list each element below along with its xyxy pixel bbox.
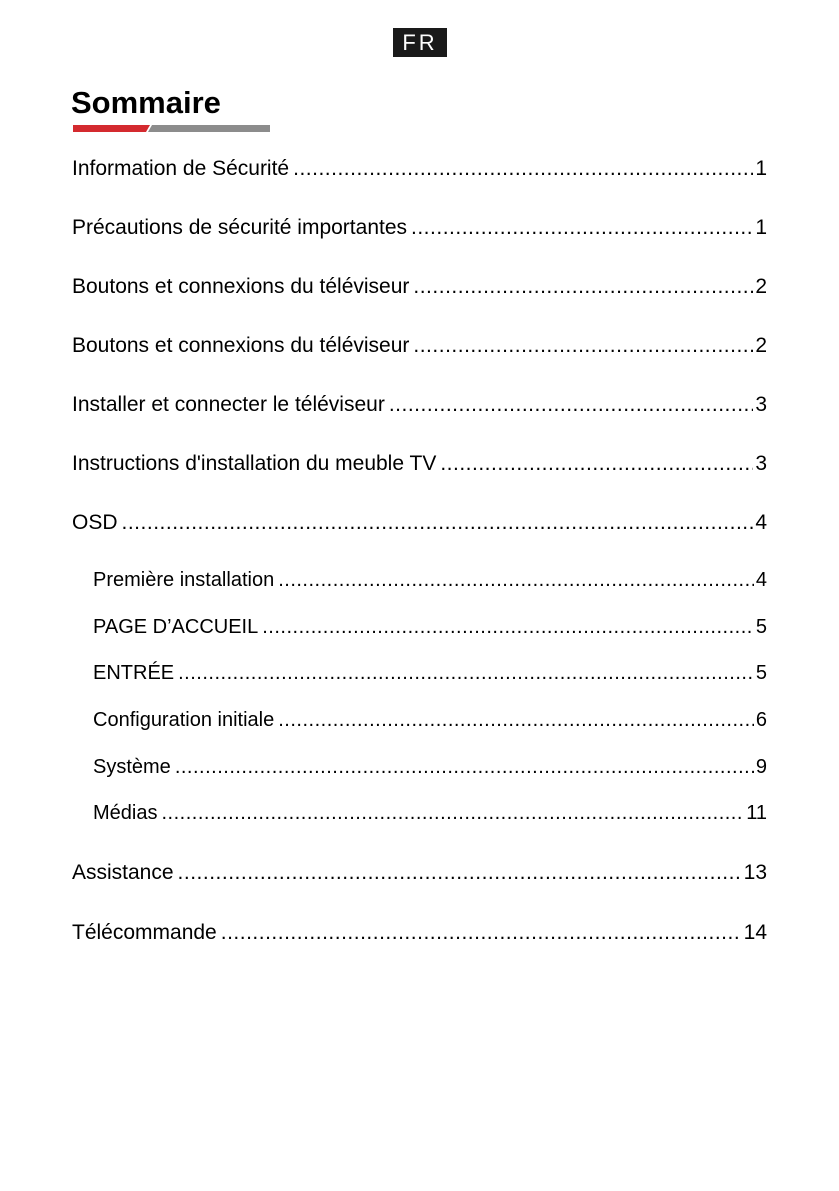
- toc-dot-leader: [178, 861, 742, 885]
- toc-entry-page: 3: [755, 452, 767, 475]
- toc-subentry-systeme[interactable]: [93, 756, 767, 779]
- toc-entry-page: 2: [755, 334, 767, 357]
- toc-entry-label: Installer et connecter le téléviseur: [72, 393, 385, 416]
- toc-dot-leader: [178, 662, 754, 685]
- toc-entry-page: 2: [755, 275, 767, 298]
- toc-dot-leader: [413, 334, 753, 358]
- toc-subentry-configuration-initiale[interactable]: [93, 709, 767, 732]
- toc-entry-assistance[interactable]: [72, 861, 767, 885]
- toc-dot-leader: [440, 452, 753, 476]
- toc-entry-label: Première installation: [93, 569, 275, 591]
- toc-dot-leader: [175, 756, 754, 779]
- toc-entry-page: 5: [755, 662, 767, 684]
- toc-entry-label: Précautions de sécurité importantes: [72, 216, 408, 239]
- toc-dot-leader: [262, 616, 754, 639]
- toc-entry-page: 13: [743, 861, 767, 884]
- toc-entry-page: 1: [755, 216, 767, 239]
- toc-entry-page: 14: [743, 921, 767, 944]
- toc-entry-label: Information de Sécurité: [72, 157, 290, 180]
- toc-dot-leader: [221, 921, 742, 945]
- toc-entry-label: Médias: [93, 802, 158, 824]
- toc-entry-page: 3: [755, 393, 767, 416]
- toc-subentry-premiere-installation[interactable]: [93, 569, 767, 592]
- toc-entry-information-securite[interactable]: [72, 157, 767, 181]
- toc-entry-boutons-connexions[interactable]: [72, 275, 767, 299]
- toc-entry-page: 9: [755, 756, 767, 778]
- toc-entry-page: 11: [746, 802, 767, 824]
- toc-dot-leader: [278, 709, 754, 732]
- toc-entry-page: 5: [755, 616, 767, 638]
- toc-subentry-medias[interactable]: [93, 802, 767, 825]
- toc-entry-installer-connecter[interactable]: [72, 393, 767, 417]
- toc-entry-boutons-connexions-2[interactable]: [72, 334, 767, 358]
- toc-entry-page: 1: [755, 157, 767, 180]
- toc-dot-leader: [411, 216, 753, 240]
- toc-entry-osd[interactable]: [72, 511, 767, 535]
- toc-subentry-entree[interactable]: [93, 662, 767, 685]
- toc-entry-page: 4: [755, 569, 767, 591]
- toc-dot-leader: [293, 157, 753, 181]
- language-badge: FR: [393, 28, 447, 57]
- toc-entry-label: Boutons et connexions du téléviseur: [72, 334, 410, 357]
- page-title: Sommaire: [71, 85, 221, 120]
- toc-entry-label: OSD: [72, 511, 118, 534]
- toc-dot-leader: [161, 802, 744, 825]
- toc-entry-label: Assistance: [72, 861, 174, 884]
- toc-entry-label: ENTRÉE: [93, 662, 175, 684]
- toc-entry-label: Boutons et connexions du téléviseur: [72, 275, 410, 298]
- toc-entry-label: PAGE D’ACCUEIL: [93, 616, 259, 638]
- toc-entry-label: Instructions d'installation du meuble TV: [72, 452, 437, 475]
- toc-dot-leader: [122, 511, 754, 535]
- toc-entry-label: Télécommande: [72, 921, 217, 944]
- toc-entry-label: Configuration initiale: [93, 709, 275, 731]
- toc-entry-precautions[interactable]: [72, 216, 767, 240]
- toc-dot-leader: [413, 275, 753, 299]
- toc-entry-page: 6: [755, 709, 767, 731]
- toc-subentry-page-accueil[interactable]: [93, 616, 767, 639]
- toc-entry-label: Système: [93, 756, 171, 778]
- toc-dot-leader: [389, 393, 753, 417]
- toc-entry-instructions-meuble[interactable]: [72, 452, 767, 476]
- toc-dot-leader: [278, 569, 754, 592]
- toc-entry-page: 4: [755, 511, 767, 534]
- toc-entry-telecommande[interactable]: [72, 921, 767, 945]
